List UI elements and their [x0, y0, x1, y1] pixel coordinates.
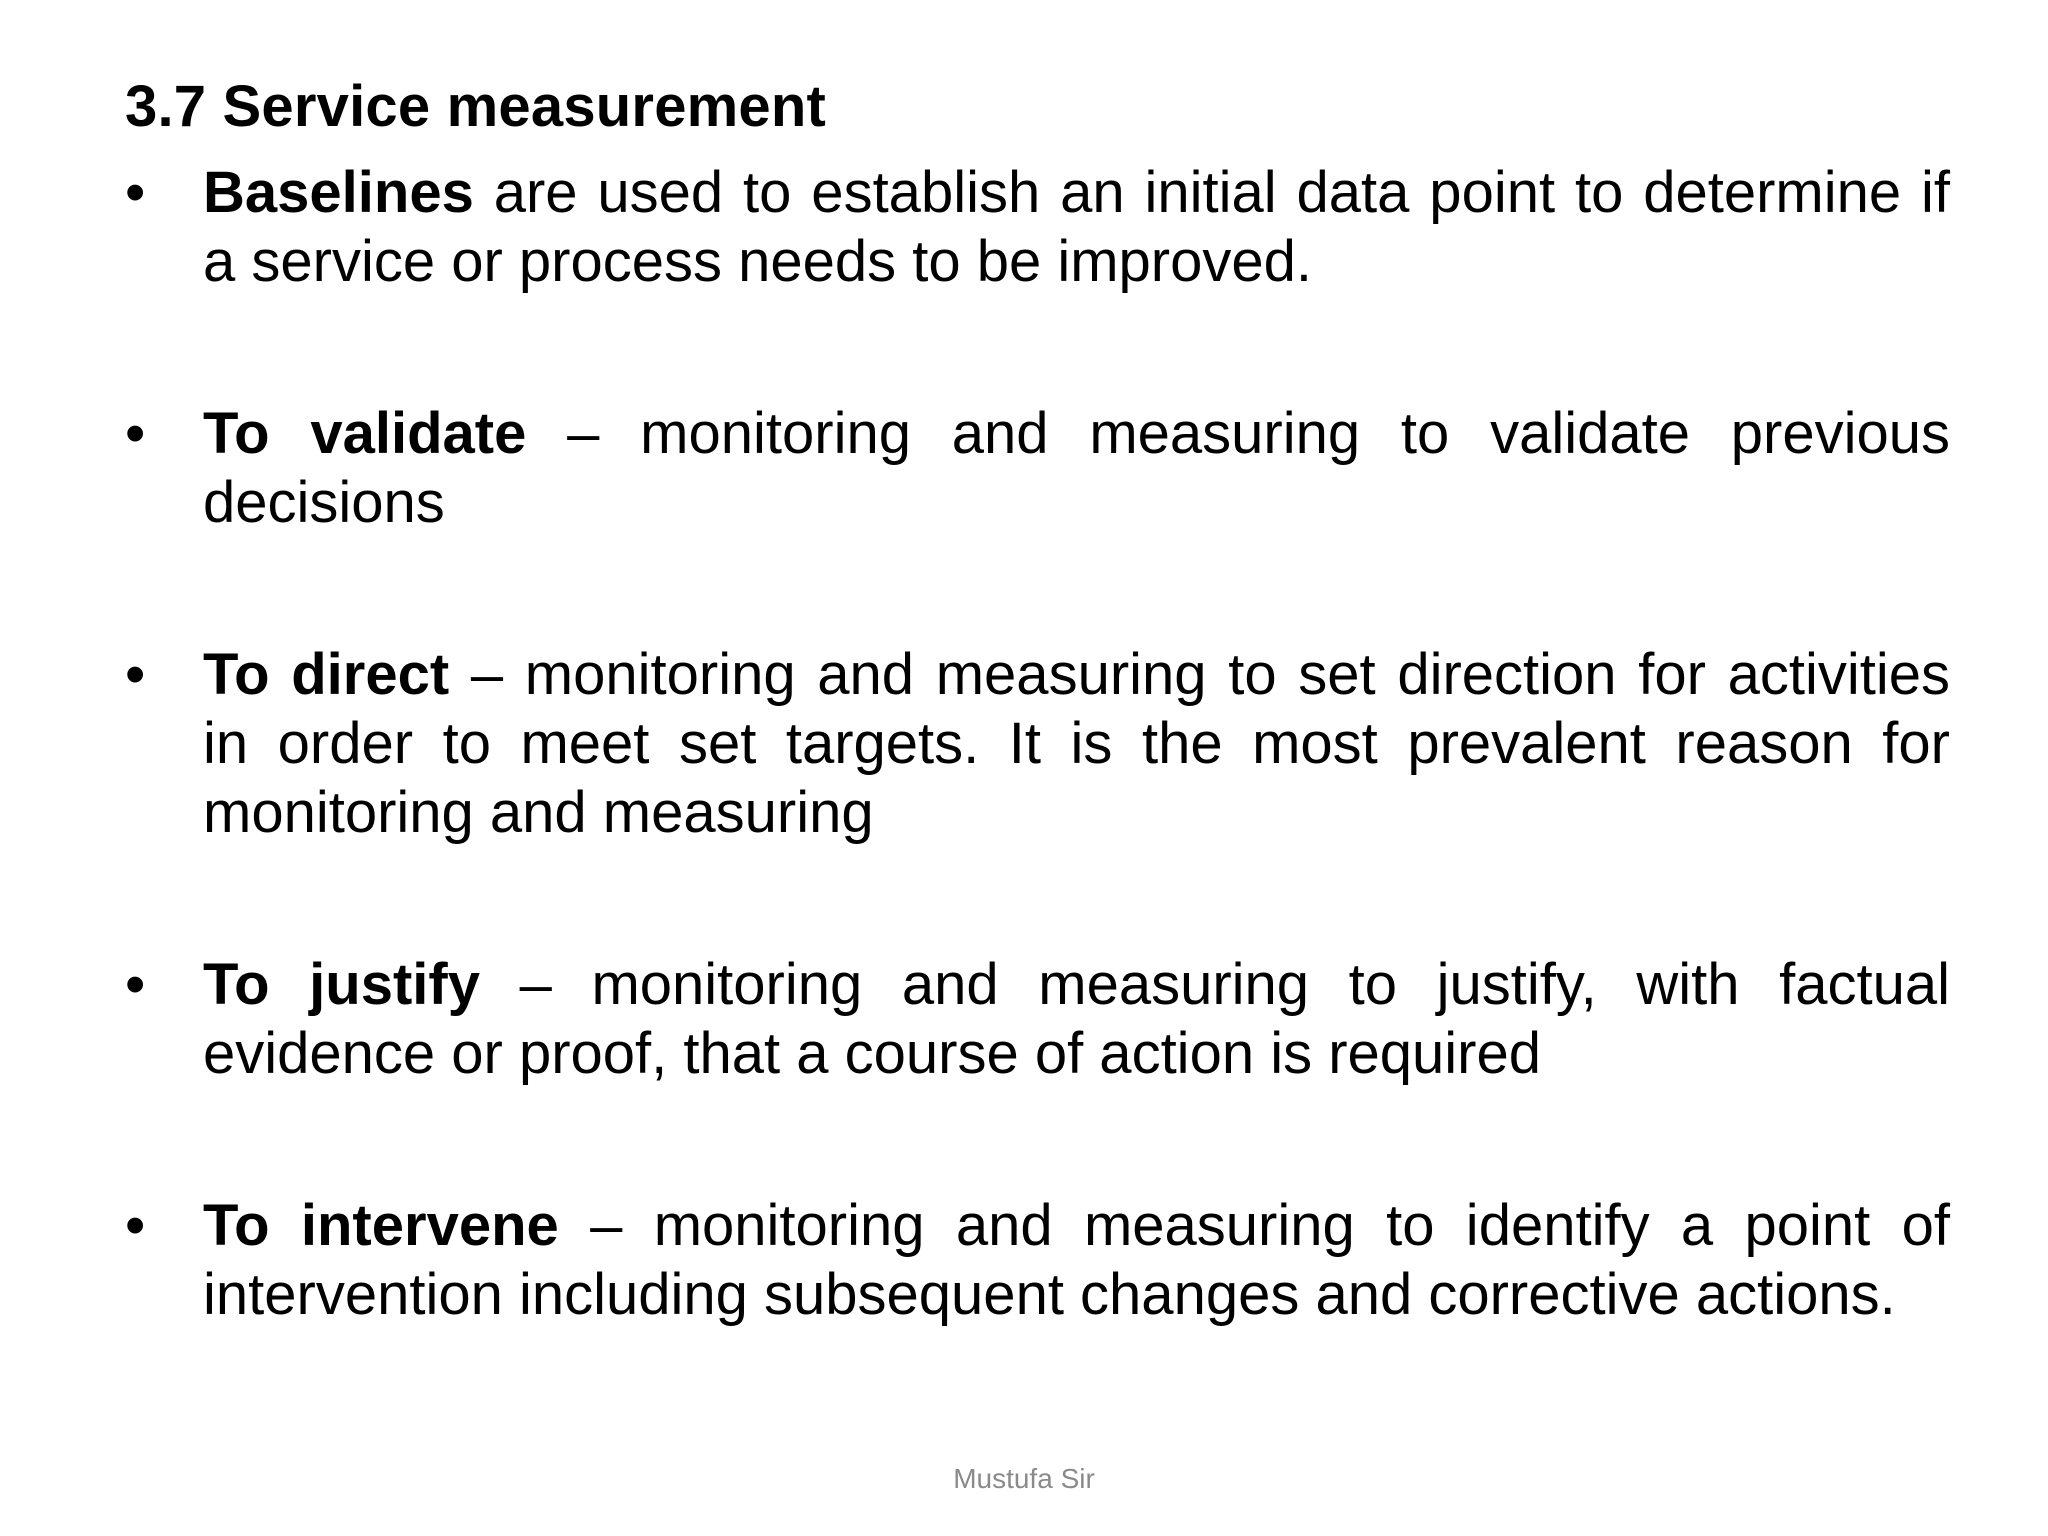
bullet-item-to-validate	[125, 399, 1950, 537]
bullet-dot-icon: •	[125, 642, 146, 707]
bullet-text: – monitoring and measuring to justify, with factual evidence or proof, that a course of action is required	[203, 952, 1950, 1086]
bullet-term: To intervene	[203, 1193, 559, 1258]
bullet-text: – monitoring and measuring to validate previous decisions	[203, 401, 1950, 535]
bullet-term: Baselines	[203, 160, 474, 225]
bullet-item-to-intervene	[125, 1191, 1950, 1329]
bullet-text: are used to establish an initial data point to determine if a service or process needs to be improved.	[203, 160, 1950, 294]
bullet-term: To justify	[203, 952, 480, 1017]
slide-footer: Mustufa Sir	[953, 1463, 1095, 1494]
bullet-item-baselines	[125, 158, 1950, 296]
bullet-dot-icon: •	[125, 1193, 146, 1258]
bullet-dot-icon: •	[125, 952, 146, 1017]
bullet-term: To validate	[203, 401, 527, 466]
bullet-text: – monitoring and measuring to identify a point of intervention including subsequent changes and corrective actions.	[203, 1193, 1950, 1327]
bullet-list	[125, 158, 1950, 1329]
bullet-item-to-direct	[125, 640, 1950, 847]
bullet-text: – monitoring and measuring to set direction for activities in order to meet set targets. It is the most prevalent reason for monitoring and measuring	[203, 642, 1951, 845]
bullet-dot-icon: •	[125, 160, 146, 225]
bullet-item-to-justify	[125, 950, 1950, 1088]
bullet-dot-icon: •	[125, 401, 146, 466]
slide-title: 3.7 Service measurement	[125, 74, 827, 139]
bullet-term: To direct	[203, 642, 450, 707]
